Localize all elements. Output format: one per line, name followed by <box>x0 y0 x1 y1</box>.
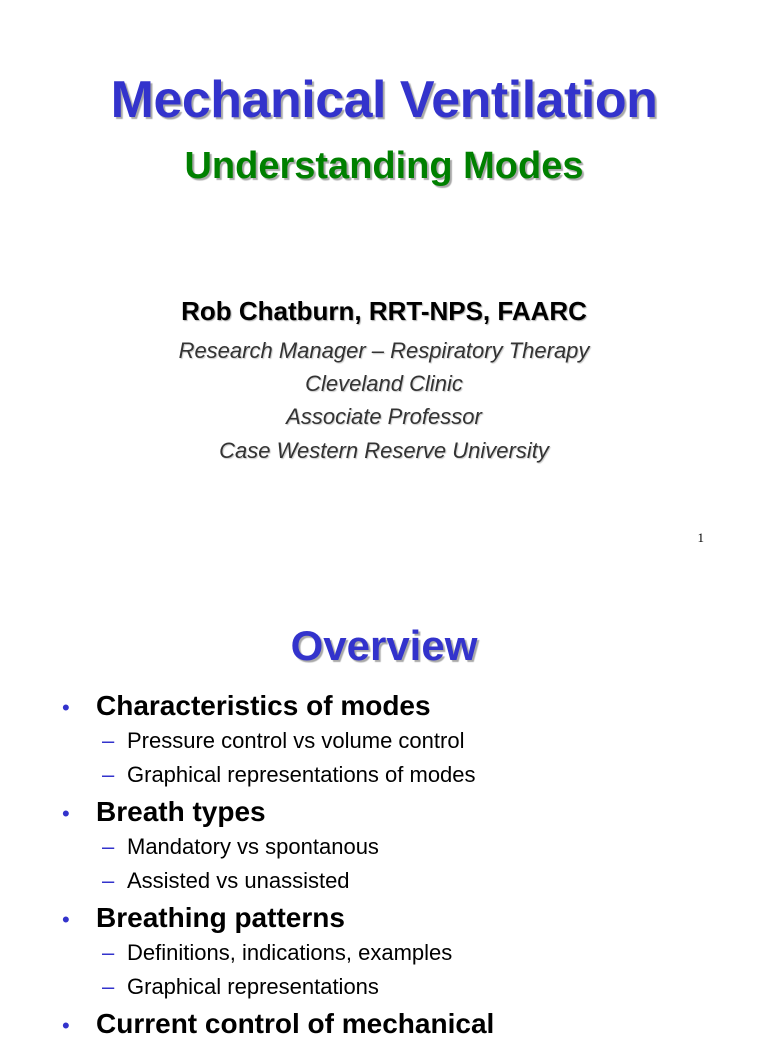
overview-slide <box>0 560 768 1039</box>
bullet-icon: • <box>62 801 70 826</box>
sub-list <box>60 728 750 796</box>
bullet-row <box>60 902 750 940</box>
dash-icon: – <box>102 974 115 999</box>
sub-item-label: Pressure control vs volume control <box>127 728 465 753</box>
dash-icon: – <box>102 728 115 753</box>
dash-icon: – <box>102 940 115 965</box>
outline-item <box>60 796 750 902</box>
bullet-label: Breath types <box>96 796 266 827</box>
outline-item <box>60 1008 750 1046</box>
slide-subtitle: Understanding Modes <box>184 145 584 187</box>
sub-list <box>60 834 750 902</box>
sub-list <box>60 940 750 1008</box>
bullet-icon: • <box>62 907 70 932</box>
bullet-label: Current control of mechanical <box>96 1008 495 1039</box>
bullet-icon: • <box>62 1013 70 1038</box>
page-number: 1 <box>697 530 704 545</box>
sub-item <box>102 834 750 868</box>
sub-item-label: Mandatory vs spontanous <box>127 834 379 859</box>
sub-item <box>102 728 750 762</box>
sub-item-label: Assisted vs unassisted <box>127 868 350 893</box>
outline-item <box>60 902 750 1008</box>
affiliation-line: Associate Professor <box>286 404 482 429</box>
dash-icon: – <box>102 762 115 787</box>
dash-icon: – <box>102 834 115 859</box>
bullet-icon: • <box>62 695 70 720</box>
dash-icon: – <box>102 868 115 893</box>
affiliation-line: Cleveland Clinic <box>305 371 463 396</box>
overview-title: Overview <box>290 622 478 669</box>
affiliation-line: Case Western Reserve University <box>219 438 549 463</box>
sub-item <box>102 762 750 796</box>
bullet-label: Breathing patterns <box>96 902 345 933</box>
outline-list <box>60 690 750 1046</box>
bullet-row <box>60 1008 750 1046</box>
sub-item-label: Graphical representations <box>127 974 379 999</box>
sub-item-label: Definitions, indications, examples <box>127 940 453 965</box>
sub-item <box>102 974 750 1008</box>
affiliation-line: Research Manager – Respiratory Therapy <box>178 338 590 363</box>
sub-item-label: Graphical representations of modes <box>127 762 476 787</box>
bullet-row <box>60 690 750 728</box>
sub-item <box>102 868 750 902</box>
bullet-label: Characteristics of modes <box>96 690 431 721</box>
slide-title: Mechanical Ventilation <box>110 71 658 129</box>
sub-item <box>102 940 750 974</box>
outline-item <box>60 690 750 796</box>
bullet-row <box>60 796 750 834</box>
author-name: Rob Chatburn, RRT-NPS, FAARC <box>181 296 587 326</box>
